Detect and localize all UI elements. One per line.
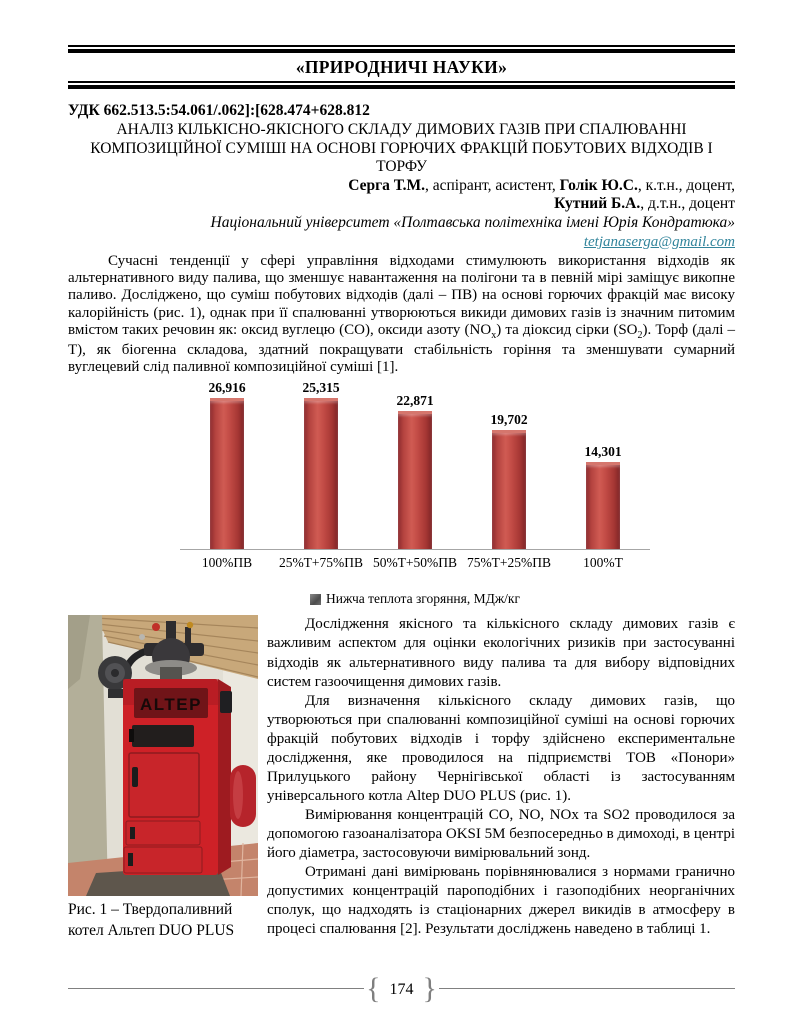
- chart-bar: [304, 398, 338, 549]
- boiler-vent-door: [132, 725, 194, 747]
- body-paragraph: Вимірювання концентрацій СО, NO, NOх та SO2 проводилося за допомогою газоаналізатора OKSI 5М безпосередньо в димоході, в центрі його діаметра, застосовуючи вимірювальний зонд.: [267, 806, 735, 861]
- abstract-text: ). Торф (далі – Т), як біогенна складова, здатний покращувати стабільність горіння та зменшувати сумарний вуглецевий слід паливної композиційної суміші [1].: [68, 322, 735, 376]
- boiler-main-door: [129, 753, 199, 817]
- abstract-text: Сучасні тенденції у сфері управління відходами стимулюють використання відходів як альтернативного виду палива, що зменшує навантаження на полігони та в певній мірі заміщує викопне паливо. Досліджено, що суміш побутових відходів (далі – ПВ) на основі горючих фракцій має високу калорійність (рис. 1), однак при її спалюванні утворюються викиди димових газів із значним питомим вмістом таких речовин як: оксид вуглецю (СО), оксиди азоту (NO: [68, 252, 735, 339]
- brace-left: {: [366, 972, 381, 1005]
- legend-marker-icon: [310, 594, 321, 605]
- body-text-column: [267, 615, 735, 940]
- chart-bar-slot: [368, 381, 462, 549]
- page-number-block: [364, 972, 439, 1005]
- abstract-subscript: 2: [637, 330, 643, 342]
- chart-bar-value: 26,916: [208, 380, 246, 396]
- chart-category-label: 100%ПВ: [201, 555, 253, 571]
- body-paragraph: Отримані дані вимірювань порівнянювалися з нормами гранично допустимих концентрацій пароподібних і газоподібних неорганічних сполук, що надходять із стаціонарних джерел викидів в атмосферу в процесі спалювання [2]. Результати досліджень наведено в таблиці 1.: [267, 864, 735, 938]
- chart-bar-value: 25,315: [302, 380, 340, 396]
- brace-right: }: [422, 972, 437, 1005]
- author-email-link[interactable]: tetjanaserga@gmail.com: [583, 233, 735, 250]
- boiler-control-box: [220, 691, 232, 713]
- boiler-ash-drawer: [124, 847, 202, 873]
- chart-bar-value: 22,871: [396, 393, 434, 409]
- chart-bar-value: 14,301: [584, 443, 622, 459]
- author-name: Серга Т.М.: [348, 176, 425, 194]
- author-degrees: , к.т.н., доцент,: [637, 176, 735, 194]
- udc-code: УДК 662.513.5:54.061/.062]:[628.474+628.812: [68, 102, 370, 119]
- chart-category-label: 75%Т+25%ПВ: [466, 555, 552, 571]
- body-paragraph: Для визначення кількісного складу димових газів, що утворюються при спалюванні композиційної суміші на основі горючих фракцій побутових відходів і торфу здійснено експериментальне дослідження, яке проводилося на підприємстві ТОВ «Понори» Прилуцького району Чернігівської області із застосуванням універсального котла Altep DUO PLUS (рис. 1).: [267, 692, 735, 804]
- figure-column: [68, 615, 258, 940]
- body-paragraph: Дослідження якісного та кількісного складу димових газів є важливим аспектом для оцінки екологічних ризиків при застосуванні відходів як альтернативного виду палива та для вибору відповідних систем газоочищення димових газів.: [267, 616, 735, 690]
- chart-bar-slot: [556, 381, 650, 549]
- journal-banner-title: «ПРИРОДНИЧІ НАУКИ»: [295, 57, 508, 77]
- chart-bar-slot: [462, 381, 556, 549]
- article-title: АНАЛІЗ КІЛЬКІСНО-ЯКІСНОГО СКЛАДУ ДИМОВИХ ГАЗІВ ПРИ СПАЛЮВАННІ КОМПОЗИЦІЙНОЇ СУМІШІ НА ОСНОВІ ГОРЮЧИХ ФРАКЦІЙ ПОБУТОВИХ ВІДХОДІВ І ТОРФУ: [90, 121, 713, 176]
- author-name: Кутний Б.А.: [554, 195, 641, 213]
- abstract-paragraph: [68, 253, 735, 377]
- figure1-boiler-photo: [68, 615, 258, 896]
- chart-bar-slot: [180, 381, 274, 549]
- boiler-brand-text: ALTEP: [140, 695, 202, 715]
- author-degrees: , аспірант, асистент,: [424, 176, 560, 194]
- chart-bar-slot: [274, 381, 368, 549]
- footer-rule-left: [68, 988, 364, 989]
- boiler-door-handle: [132, 767, 138, 787]
- authors-line-2: [68, 195, 735, 213]
- abstract-subscript: x: [491, 330, 497, 342]
- journal-banner: [68, 45, 735, 89]
- chart-legend: [180, 591, 650, 607]
- chart-bar: [398, 411, 432, 550]
- chart-plot: [180, 381, 650, 550]
- chart-category-label: 50%Т+50%ПВ: [372, 555, 458, 571]
- figure1-caption: Рис. 1 – Твердопаливний котел Альтеп DUO PLUS: [68, 901, 235, 939]
- author-name: Голік Ю.С.: [559, 176, 638, 194]
- chart-bar: [210, 398, 244, 549]
- chart-legend-label: Нижча теплота згоряння, МДж/кг: [325, 591, 521, 607]
- abstract-text: ) та діоксид сірки (SO: [496, 322, 638, 339]
- chart-category-label: 25%Т+75%ПВ: [278, 555, 364, 571]
- footer-rule-right: [439, 988, 735, 989]
- banner-rule-bottom-thick: [68, 85, 735, 89]
- calorific-value-chart: [180, 381, 650, 607]
- author-degrees: , д.т.н., доцент: [640, 195, 735, 213]
- affiliation: Національний університет «Полтавська політехніка імені Юрія Кондратюка»: [210, 214, 735, 232]
- chart-bar-value: 19,702: [490, 411, 528, 427]
- page-number: 174: [389, 980, 414, 998]
- chart-categories: [180, 555, 650, 571]
- authors-line-1: [68, 177, 735, 195]
- page-footer: [68, 972, 735, 1005]
- email-row: [68, 233, 735, 252]
- chart-bar: [492, 430, 526, 550]
- chart-bar: [586, 462, 620, 550]
- boiler-lower-door: [126, 821, 200, 845]
- chart-category-label: 100%Т: [583, 555, 623, 571]
